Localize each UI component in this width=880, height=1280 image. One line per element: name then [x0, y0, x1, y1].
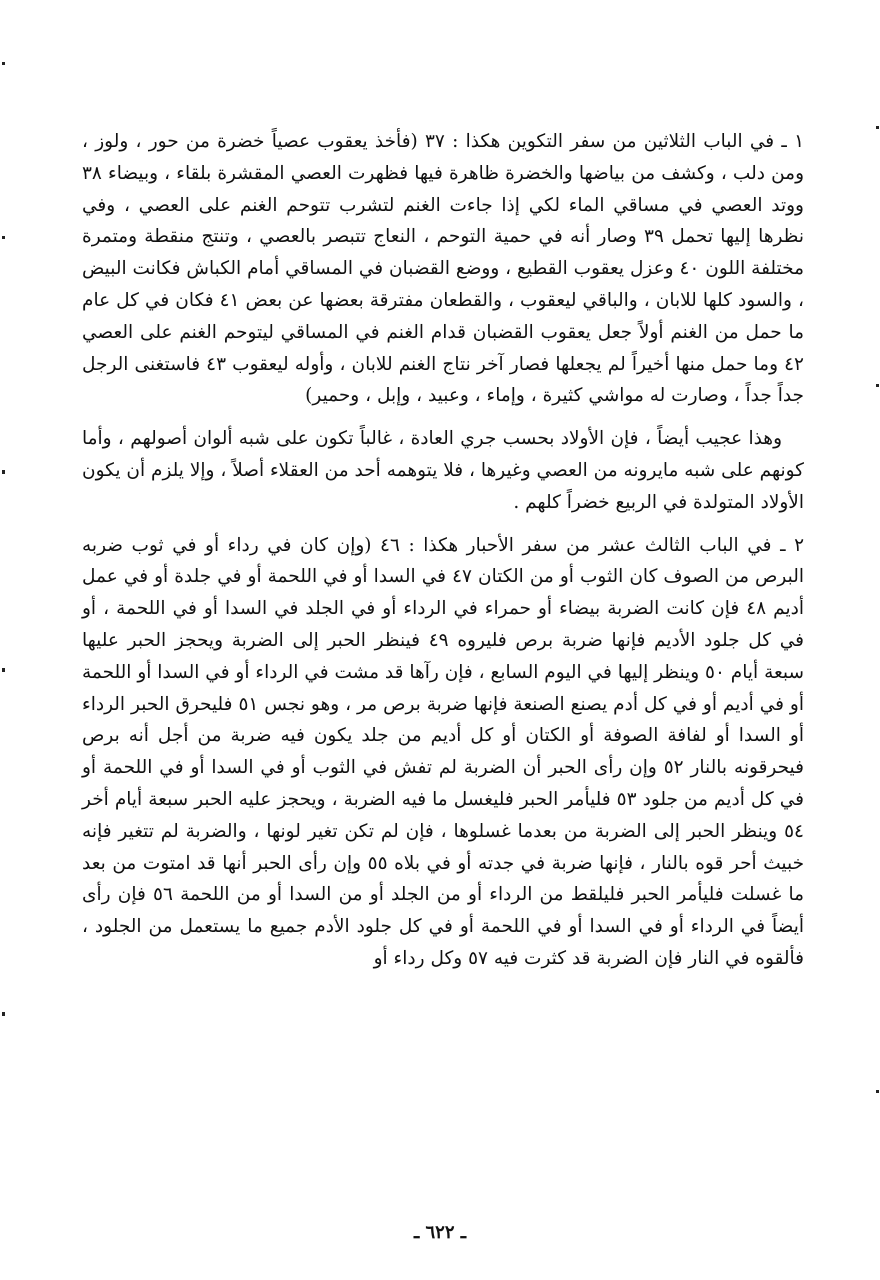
paragraph-number: ٢ ـ [780, 534, 804, 556]
paragraph-number: ١ ـ [781, 131, 805, 152]
scan-edge-mark [2, 236, 5, 239]
page-body [82, 126, 804, 986]
scan-edge-mark [876, 126, 879, 129]
scan-edge-mark [876, 1090, 879, 1093]
paragraph-text: في الباب الثلاثين من سفر التكوين هكذا : ٣٧ (فأخذ يعقوب عصياً خضرة من حور ، ولوز ، ومن دلب ، وكشف من بياضها والخضرة ظاهرة فيها فظهرت العصي المقشرة بلقاء ، وبيضاء ٣٨ ووتد العصي في مساقي الماء لكي إذا جاءت الغنم لتشرب تتوحم الغنم على العصي ، وفي نظرها إليها تحمل ٣٩ وصار أنه في حمية التوحم ، النعاج تتبصر بالعصي ، وتنتج منقطة ومتمرة مختلفة اللون ٤٠ وعزل يعقوب القطيع ، ووضع القضبان في المساقي أمام الكباش فكانت البيض ، والسود كلها للابان ، والباقي ليعقوب ، والقطعان مفترقة بعضها عن بعض ٤١ فكان في كل عام ما حمل من الغنم أولاً جعل يعقوب القضبان قدام الغنم في المساقي ليتوحم الغنم على العصي ٤٢ وما حمل منها أخيراً لم يجعلها فصار آخر نتاج الغنم للابان ، وأوله ليعقوب ٤٣ فاستغنى الرجل جداً جداً ، وصارت له مواشي كثيرة ، وإماء ، وعبيد ، وإبل ، وحمير) [82, 131, 805, 407]
scan-edge-mark [2, 668, 5, 672]
paragraph-commentary [82, 423, 804, 518]
paragraph-text: في الباب الثالث عشر من سفر الأحبار هكذا : ٤٦ (وإن كان في رداء أو في ثوب ضربه البرص من الصوف كان الثوب أو من الكتان ٤٧ في السدا أو في اللحمة أو في جلدة أو في عمل أديم ٤٨ فإن كانت الضربة بيضاء أو حمراء في الرداء أو في الجلد في السدا أو في اللحمة ، أو في كل جلود الأديم فإنها ضربة برص فليروه ٤٩ فينظر الحبر إلى الضربة ويحجز الحبر عليها سبعة أيام ٥٠ وينظر إليها في اليوم السابع ، فإن رآها قد مشت في الرداء أو في السدا أو اللحمة أو في أديم أو في كل أدم يصنع الصنعة فإنها ضربة برص مر ، وهو نجس ٥١ فليحرق الحبر الرداء أو السدا أو لفافة الصوفة أو الكتان أو كل أديم من جلد يكون فيه ضربة من أجل أنه برص فيحرقونه بالنار ٥٢ وإن رأى الحبر أن الضربة لم تفش في الثوب أو في السدا أو في اللحمة أو في كل أديم من جلود ٥٣ فليأمر الحبر فليغسل ما فيه الضربة ، ويحجز عليه الحبر سبعة أيام أخر ٥٤ وينظر الحبر إلى الضربة من بعدما غسلوها ، فإن لم تكن تغير لونها ، والضربة لم تتغير فإنه خبيث أحر قوه بالنار ، فإنها ضربة في جدته أو في بلاه ٥٥ وإن رأى الحبر أنها قد امتوت من بعد ما غسلت فليأمر الحبر فليلقط من الرداء أو من الجلد أو من السدا أو من اللحمة ٥٦ فإن رأى أيضاً في الرداء أو في السدا أو في اللحمة أو في كل جلود الأدم جميع ما يستعمل من الجلود ، فألقوه في النار فإن الضربة قد كثرت فيه ٥٧ وكل رداء أو [81, 534, 805, 969]
page-number: ـ ٦٢٢ ـ [413, 1222, 467, 1243]
paragraph-1 [82, 126, 804, 412]
scan-edge-mark [2, 1012, 5, 1016]
scan-edge-mark [2, 62, 5, 65]
paragraph-2 [82, 530, 804, 975]
paragraph-text: وهذا عجيب أيضاً ، فإن الأولاد بحسب جري العادة ، غالباً تكون على شبه ألوان أصولهم ، وأما كونهم على شبه مايرونه من العصي وغيرها ، فلا يتوهمه أحد من العقلاء أصلاً ، وإلا يلزم أن يكون الأولاد المتولدة في الربيع خضراً كلهم . [82, 428, 804, 513]
scan-edge-mark [876, 384, 879, 387]
scan-edge-mark [2, 470, 5, 474]
